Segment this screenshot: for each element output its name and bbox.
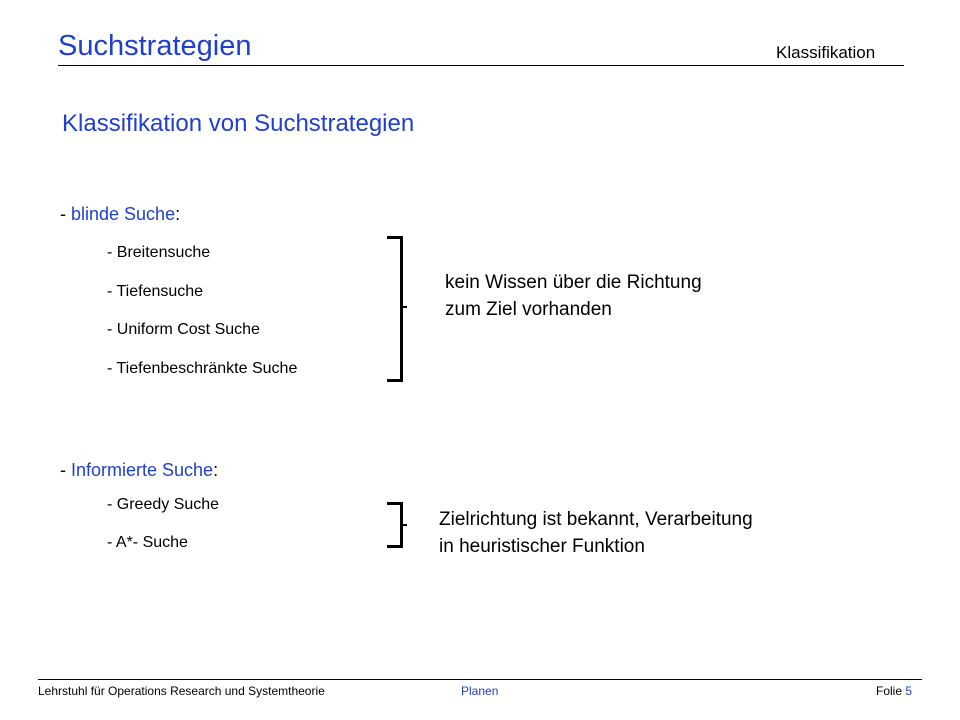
note-line: in heuristischer Funktion xyxy=(439,536,645,557)
footer-topic: Planen xyxy=(461,684,499,698)
group-heading-blind-search xyxy=(60,204,180,225)
footer-institution: Lehrstuhl für Operations Research und Systemtheorie xyxy=(38,684,325,698)
list-item: - Uniform Cost Suche xyxy=(107,321,260,338)
section-label: Klassifikation xyxy=(776,43,876,62)
footer-slide-number xyxy=(876,684,912,698)
footer-divider xyxy=(38,679,922,680)
group-heading-suffix: : xyxy=(213,460,219,480)
bracket-blind-search xyxy=(387,236,403,382)
slide-title: Suchstrategien xyxy=(58,30,252,62)
list-item: - Breitensuche xyxy=(107,244,211,261)
bracket-tick xyxy=(402,306,407,308)
group-heading-prefix: - xyxy=(60,204,71,224)
list-item: - Tiefensuche xyxy=(107,283,204,300)
title-divider xyxy=(58,65,904,66)
footer-page-number: 5 xyxy=(905,684,913,698)
group-heading-label: blinde Suche xyxy=(71,204,176,224)
bracket-tick xyxy=(402,524,407,526)
group-heading-suffix: : xyxy=(175,204,181,224)
note-line: zum Ziel vorhanden xyxy=(445,299,612,320)
list-item: - Tiefenbeschränkte Suche xyxy=(107,360,298,377)
note-informed-search xyxy=(439,506,753,560)
bracket-informed-search xyxy=(387,502,403,548)
note-line: kein Wissen über die Richtung xyxy=(445,272,702,293)
footer-slide-prefix: Folie xyxy=(876,684,906,698)
list-item: - Greedy Suche xyxy=(107,496,220,513)
note-line: Zielrichtung ist bekannt, Verarbeitung xyxy=(439,509,753,530)
list-item: - A*- Suche xyxy=(107,534,188,551)
slide-subtitle: Klassifikation von Suchstrategien xyxy=(62,110,415,137)
group-heading-prefix: - xyxy=(60,460,71,480)
note-blind-search xyxy=(445,269,702,323)
group-heading-label: Informierte Suche xyxy=(71,460,214,480)
group-heading-informed-search xyxy=(60,460,218,481)
